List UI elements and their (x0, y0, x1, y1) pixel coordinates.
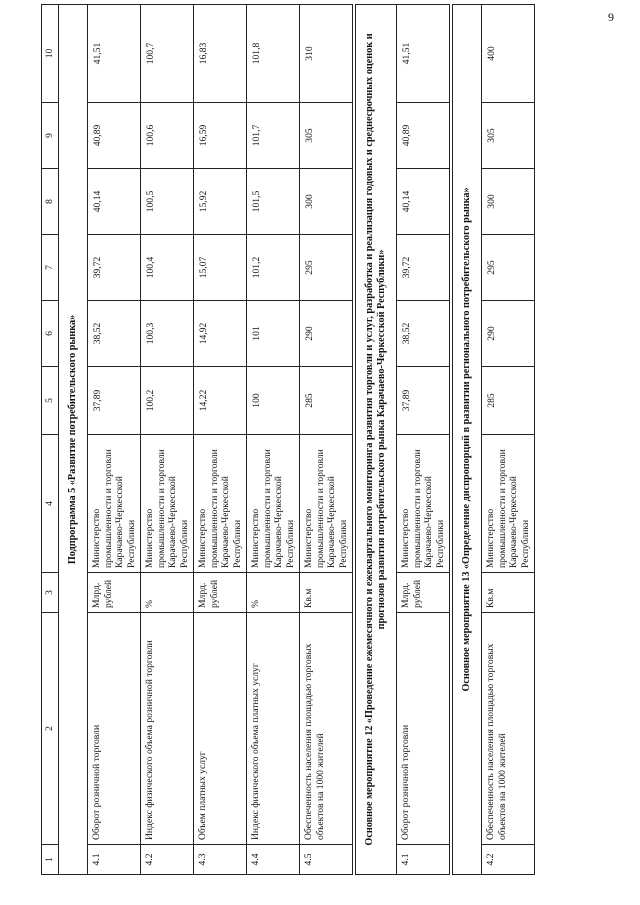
value-cell: 40,89 (397, 103, 450, 169)
value-cell: 16,83 (194, 5, 247, 103)
value-cell: 38,52 (397, 301, 450, 367)
executor-cell: Министерство промышленности и торговли Карачаево-Черкесской Республики (482, 435, 535, 573)
indicator-name: Индекс физического объема розничной торговли (141, 613, 194, 845)
value-cell: 100 (247, 367, 300, 435)
col-number-cell: 9 (42, 103, 59, 169)
value-cell: 40,89 (88, 103, 141, 169)
value-cell: 38,52 (88, 301, 141, 367)
value-cell: 39,72 (88, 235, 141, 301)
value-cell: 100,4 (141, 235, 194, 301)
table-body (42, 5, 535, 875)
value-cell: 101,2 (247, 235, 300, 301)
indicator-name: Индекс физического объема платных услуг (247, 613, 300, 845)
value-cell: 15,07 (194, 235, 247, 301)
value-cell: 41,51 (397, 5, 450, 103)
value-cell: 14,92 (194, 301, 247, 367)
value-cell: 295 (482, 235, 535, 301)
row-number: 4.1 (88, 845, 141, 875)
value-cell: 100,2 (141, 367, 194, 435)
indicator-name: Обеспеченность населения площадью торговых объектов на 1000 жителей (300, 613, 353, 845)
table-row (141, 5, 194, 875)
unit-cell: % (247, 573, 300, 613)
value-cell: 41,51 (88, 5, 141, 103)
value-cell: 101 (247, 301, 300, 367)
value-cell: 295 (300, 235, 353, 301)
executor-cell: Министерство промышленности и торговли Карачаево-Черкесской Республики (141, 435, 194, 573)
indicator-name: Оборот розничной торговли (397, 613, 450, 845)
executor-cell: Министерство промышленности и торговли Карачаево-Черкесской Республики (300, 435, 353, 573)
value-cell: 310 (300, 5, 353, 103)
table-row (194, 5, 247, 875)
value-cell: 305 (300, 103, 353, 169)
indicator-name: Оборот розничной торговли (88, 613, 141, 845)
indicator-name: Обеспеченность населения площадью торговых объектов на 1000 жителей (482, 613, 535, 845)
value-cell: 101,5 (247, 169, 300, 235)
page-number: 9 (608, 10, 614, 24)
indicators-table (41, 4, 535, 875)
value-cell: 16,59 (194, 103, 247, 169)
rotated-page-content (41, 35, 591, 875)
value-cell: 39,72 (397, 235, 450, 301)
value-cell: 37,89 (88, 367, 141, 435)
indicator-name: Объем платных услуг (194, 613, 247, 845)
table-row (88, 5, 141, 875)
unit-cell: Кв.м (300, 573, 353, 613)
value-cell: 101,7 (247, 103, 300, 169)
section-title: Основное мероприятие 13 «Определение диспропорций в развитии регионального потребительского рынка» (453, 5, 482, 875)
col-number-cell: 5 (42, 367, 59, 435)
row-number: 4.1 (397, 845, 450, 875)
value-cell: 290 (482, 301, 535, 367)
unit-cell: % (141, 573, 194, 613)
value-cell: 285 (482, 367, 535, 435)
row-number: 4.4 (247, 845, 300, 875)
section-title: Подпрограмма 5 «Развитие потребительского рынка» (59, 5, 88, 875)
value-cell: 285 (300, 367, 353, 435)
unit-cell: Млрд. рублей (194, 573, 247, 613)
value-cell: 305 (482, 103, 535, 169)
row-number: 4.2 (482, 845, 535, 875)
value-cell: 300 (482, 169, 535, 235)
value-cell: 15,92 (194, 169, 247, 235)
column-number-row (42, 5, 59, 875)
row-number: 4.5 (300, 845, 353, 875)
col-number-cell: 6 (42, 301, 59, 367)
value-cell: 14,22 (194, 367, 247, 435)
section-title-row (356, 5, 397, 875)
executor-cell: Министерство промышленности и торговли Карачаево-Черкесской Республики (194, 435, 247, 573)
section-title-row (59, 5, 88, 875)
col-number-cell: 3 (42, 573, 59, 613)
value-cell: 40,14 (397, 169, 450, 235)
row-number: 4.2 (141, 845, 194, 875)
unit-cell: Млрд. рублей (88, 573, 141, 613)
value-cell: 290 (300, 301, 353, 367)
executor-cell: Министерство промышленности и торговли Карачаево-Черкесской Республики (397, 435, 450, 573)
col-number-cell: 7 (42, 235, 59, 301)
table-row (482, 5, 535, 875)
section-title: Основное мероприятие 12 «Проведение ежемесячного и ежеквартального мониторинга развития торговли и услуг, разработка и реализация годовых и среднесрочных оценок и прогнозов развития потребительского рынка Карачаево-Черкесской Республики» (356, 5, 397, 875)
value-cell: 100,7 (141, 5, 194, 103)
table-row (397, 5, 450, 875)
col-number-cell: 8 (42, 169, 59, 235)
value-cell: 400 (482, 5, 535, 103)
value-cell: 100,3 (141, 301, 194, 367)
value-cell: 37,89 (397, 367, 450, 435)
value-cell: 100,6 (141, 103, 194, 169)
row-number: 4.3 (194, 845, 247, 875)
col-number-cell: 10 (42, 5, 59, 103)
value-cell: 100,5 (141, 169, 194, 235)
table-row (247, 5, 300, 875)
unit-cell: Млрд. рублей (397, 573, 450, 613)
section-title-row (453, 5, 482, 875)
executor-cell: Министерство промышленности и торговли Карачаево-Черкесской Республики (247, 435, 300, 573)
value-cell: 40,14 (88, 169, 141, 235)
table-row (300, 5, 353, 875)
col-number-cell: 2 (42, 613, 59, 845)
col-number-cell: 1 (42, 845, 59, 875)
col-number-cell: 4 (42, 435, 59, 573)
executor-cell: Министерство промышленности и торговли Карачаево-Черкесской Республики (88, 435, 141, 573)
value-cell: 101,8 (247, 5, 300, 103)
unit-cell: Кв.м (482, 573, 535, 613)
value-cell: 300 (300, 169, 353, 235)
